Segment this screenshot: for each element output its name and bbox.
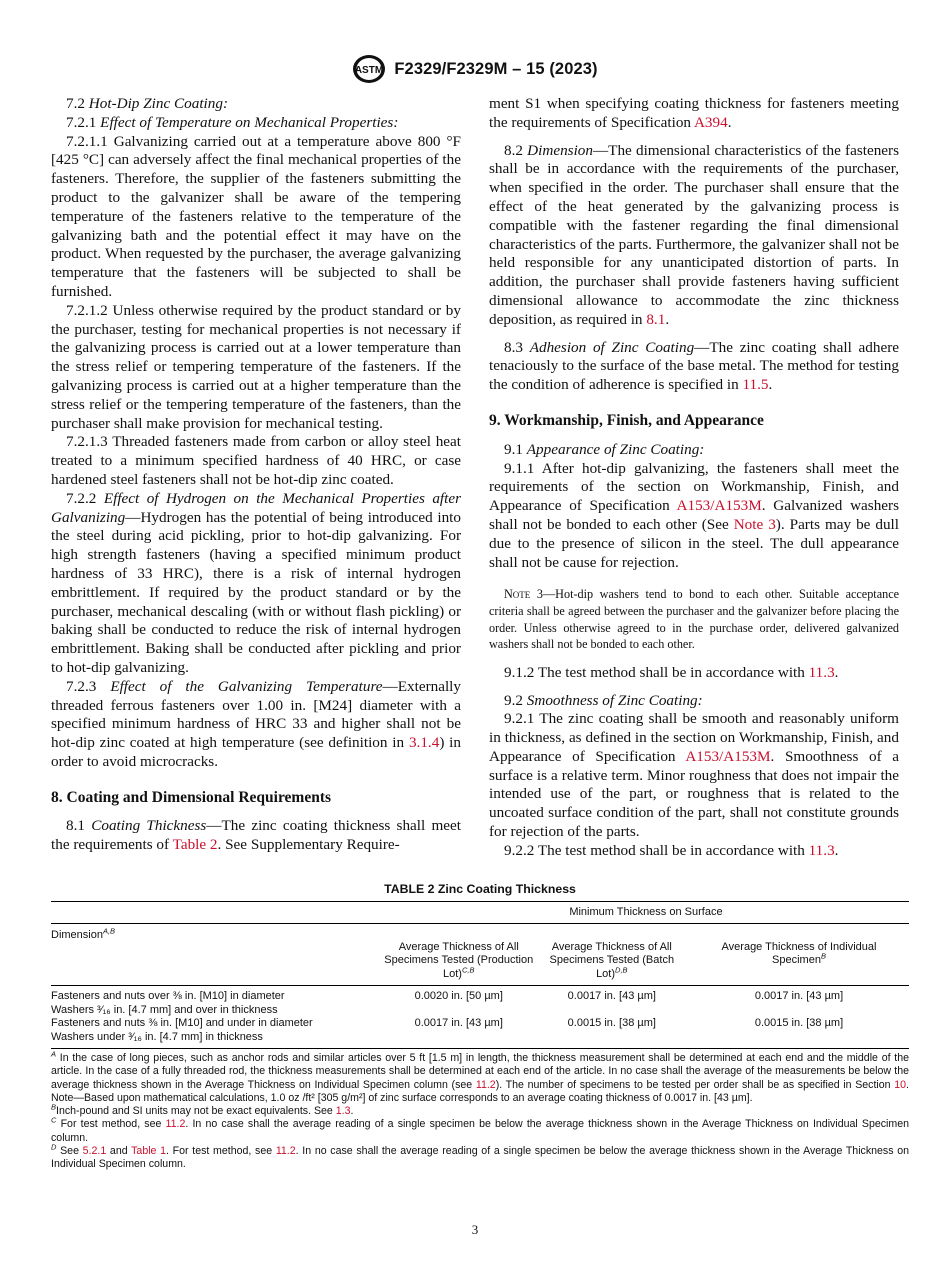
footnote-b: $^B$Inch-pound and SI units may not be exact equivalents. See 1.3. [51, 1102, 354, 1118]
document-id: F2329/F2329M – 15 (2023) [394, 59, 598, 78]
link-3-1-4[interactable]: 3.1.4 [408, 734, 440, 752]
para-8-1: 8.1 Coating Thickness—The zinc coating thickness shall meet the requirements of Table 2. See Supplementary Require- [51, 817, 461, 854]
table-title: TABLE 2 Zinc Coating Thickness [384, 882, 576, 896]
para-9-1: 9.1 Appearance of Zinc Coating: [504, 440, 705, 458]
para-8-1-cont: ment S1 when specifying coating thickness for fasteners meeting the requirements of Specification A394. [489, 95, 899, 131]
footnote-d: $^D$ See 5.2.1 and Table 1. For test method, see 11.2. In no case shall the average reading of a single specimen be below the average thickness shown in the Average Thickness on Individual Specimen column. [51, 1142, 910, 1171]
link-a153-b[interactable]: A153/A153M [685, 747, 771, 765]
link-section-10[interactable]: 10 [894, 1078, 907, 1091]
header-dimension: Dimension$^{A,B}$ [51, 925, 116, 941]
group-header: Minimum Thickness on Surface [569, 906, 723, 918]
header-individual-specimen: Average Thickness of Individual Specimen$^B$ [721, 940, 877, 966]
para-7-2-1-2: 7.2.1.2 Unless otherwise required by the product standard or by the purchaser, testing for mechanical properties is not necessary if the galvanizing process is carried out at a lower temperature than the stress relief or tempering temperature of the fasteners. If the galvanizing process is carried out at a higher temperature than the stress relief or the tempering temperature of the fasteners, than the purchaser shall make provision for mechanical testing. [51, 301, 461, 432]
table-row: Fasteners and nuts over ⅜ in. [M10] in diameter Washers ³⁄₁₆ in. [4.7 mm] and over in thickness 0.0020 in. [50 µm] 0.0017 in. [43 µm] 0.0017 in. [43 µm] [51, 986, 909, 1018]
para-9-2-1: 9.2.1 The zinc coating shall be smooth and reasonably uniform in thickness, as defined in the section on Workmanship, Finish, and Appearance of Specification A153/A153M. Smoothness of a surface is a relative term. Minor roughness that does not impair the intended use of the part, or roughness that is related to the uncoated surface condition of the part, shall not constitute grounds for rejection of the parts. [489, 710, 900, 841]
para-7-2-1: 7.2.1 Effect of Temperature on Mechanical Properties: [66, 113, 399, 131]
table-group-header-row [51, 902, 909, 924]
section-8-heading: 8. Coating and Dimensional Requirements [51, 788, 332, 806]
para-9-2-2: 9.2.2 The test method shall be in accordance with 11.3. [504, 841, 839, 859]
para-9-2: 9.2 Smoothness of Zinc Coating: [504, 691, 703, 709]
link-a153[interactable]: A153/A153M [676, 497, 762, 515]
astm-logo-icon [352, 54, 386, 84]
coating-thickness-table [51, 901, 909, 1049]
page-number: 3 [471, 1222, 479, 1237]
table-2 [51, 882, 909, 1172]
link-11-3-b[interactable]: 11.3 [808, 841, 835, 859]
para-7-2-1-3: 7.2.1.3 Threaded fasteners made from carbon or alloy steel heat treated to a minimum specified hardness of 40 HRC, or case hardened steel fasteners shall not be hot-dip zinc coated. [51, 433, 461, 488]
link-11-2-d[interactable]: 11.2 [275, 1145, 296, 1158]
para-9-1-2: 9.1.2 The test method shall be in accordance with 11.3. [504, 663, 839, 681]
link-note-3[interactable]: Note 3 [733, 515, 776, 533]
link-11-3-a[interactable]: 11.3 [808, 663, 835, 681]
link-a394[interactable]: A394 [693, 113, 728, 131]
link-11-5[interactable]: 11.5 [742, 376, 769, 394]
table-header-row [51, 923, 909, 986]
link-table-1[interactable]: Table 1 [131, 1145, 167, 1158]
link-8-1[interactable]: 8.1 [646, 310, 666, 328]
para-8-2: 8.2 Dimension—The dimensional characteristics of the fasteners shall be in accordance with the requirements of the purchaser, when specified in the order. The purchaser shall ensure that the effect of the heat generated by the galvanizing process is compatible with the fastener regarding the final dimensional characteristics of the parts. Furthermore, the galvanizer shall not be held responsible for any unanticipated distortion of parts. In addition, the purchaser shall provide fasteners having sufficient dimensional allowance to accommodate the zinc thickness deposition, as required in 8.1. [489, 141, 899, 328]
note-3: Note 3—Hot-dip washers tend to bond to each other. Suitable acceptance criteria shall be agreed between the purchaser and the galvanizer before placing the order. Unless otherwise agreed to in the purchase order, delivered galvanized washers shall not be bonded to each other. [489, 587, 900, 652]
para-7-2-1-1: 7.2.1.1 Galvanizing carried out at a temperature above 800 °F [425 °C] can adversely affect the final mechanical properties of the fasteners. Therefore, the supplier of the fasteners submitting the product to the galvanizer shall be aware of the tempering temperature of the fasteners relative to the temperature of the galvanizing bath and the potential effect it may have on the product. When requested by the purchaser, the average galvanizing temperature that the fasteners will be subjected to shall be furnished. [51, 132, 461, 300]
link-5-2-1[interactable]: 5.2.1 [82, 1145, 107, 1158]
para-8-3: 8.3 Adhesion of Zinc Coating—The zinc coating shall adhere tenaciously to the surface of the base metal. The method for testing the condition of adherence is specified in 11.5. [489, 338, 900, 394]
para-7-2-3: 7.2.3 Effect of the Galvanizing Temperature—Externally threaded ferrous fasteners over 1.00 in. [M24] diameter with a specified minimum hardness of HRC 33 and higher shall not be hot-dip zinc coated at high temperature (see definition in 3.1.4) in order to avoid microcracks. [51, 677, 461, 770]
header-batch-lot: Average Thickness of All Specimens Tested (Batch Lot)$^{D,B}$ [549, 940, 675, 980]
link-11-2-a[interactable]: 11.2 [475, 1078, 496, 1091]
link-11-2-c[interactable]: 11.2 [165, 1118, 186, 1131]
right-column [489, 95, 899, 861]
footnote-a: $^A$ In the case of long pieces, such as anchor rods and similar articles over 5 ft [1.5 m] in length, the thickness measurement shall be determined at each end and the middle of the article. In the case of a fully threaded rod, the thickness measurements shall be determined at each end of the article. In no case shall the average of the measurements be below the average thickness shown in the Average Thickness on Individual Specimen column (see 11.2). The number of specimens to be tested per order shall be as specified in Section 10. Note—Based upon mathematical calculations, 1.0 oz /ft² [305 g/m²] of zinc surface corresponds to an average coating thickness of 0.0017 in. [43 µm]. [51, 1049, 909, 1104]
table-row: Fasteners and nuts ⅜ in. [M10] and under in diameter Washers under ³⁄₁₆ in. [4.7 mm] in thickness 0.0017 in. [43 µm] 0.0015 in. [38 µm] 0.0015 in. [38 µm] [51, 1017, 909, 1049]
page-header [0, 54, 950, 84]
link-1-3[interactable]: 1.3 [335, 1105, 351, 1118]
para-7-2: 7.2 Hot-Dip Zinc Coating: [66, 95, 228, 112]
left-column [51, 95, 461, 855]
svg-text:ASTM: ASTM [355, 65, 384, 76]
table-footnotes [51, 1049, 910, 1172]
header-production-lot: Average Thickness of All Specimens Tested (Production Lot)$^{C,B}$ [384, 940, 534, 980]
section-9-heading: 9. Workmanship, Finish, and Appearance [489, 411, 764, 429]
link-table-2[interactable]: Table 2 [172, 836, 218, 854]
para-7-2-2: 7.2.2 Effect of Hydrogen on the Mechanical Properties after Galvanizing—Hydrogen has the potential of being introduced into the steel during acid pickling, prior to hot-dip galvanizing. For high strength fasteners (having a specified minimum product hardness of 33 HRC), there is a risk of internal hydrogen embrittlement. If required by the product standard or by the purchaser, mechanical descaling (with or without flash pickling) or baking shall be conducted to reduce the risk of internal hydrogen embrittlement. Baking shall be conducted after pickling and prior to hot-dip galvanizing. [51, 489, 462, 676]
footnote-c: $^C$ For test method, see 11.2. In no case shall the average reading of a single specimen be below the average thickness shown in the Average Thickness on Individual Specimen column. [51, 1115, 909, 1144]
para-9-1-1: 9.1.1 After hot-dip galvanizing, the fasteners shall meet the requirements of the section on Workmanship, Finish, and Appearance of Specification A153/A153M. Galvanized washers shall not be bonded to each other (See Note 3). Parts may be dull due to the presence of silicon in the steel. The dull appearance shall not be cause for rejection. [489, 459, 900, 571]
